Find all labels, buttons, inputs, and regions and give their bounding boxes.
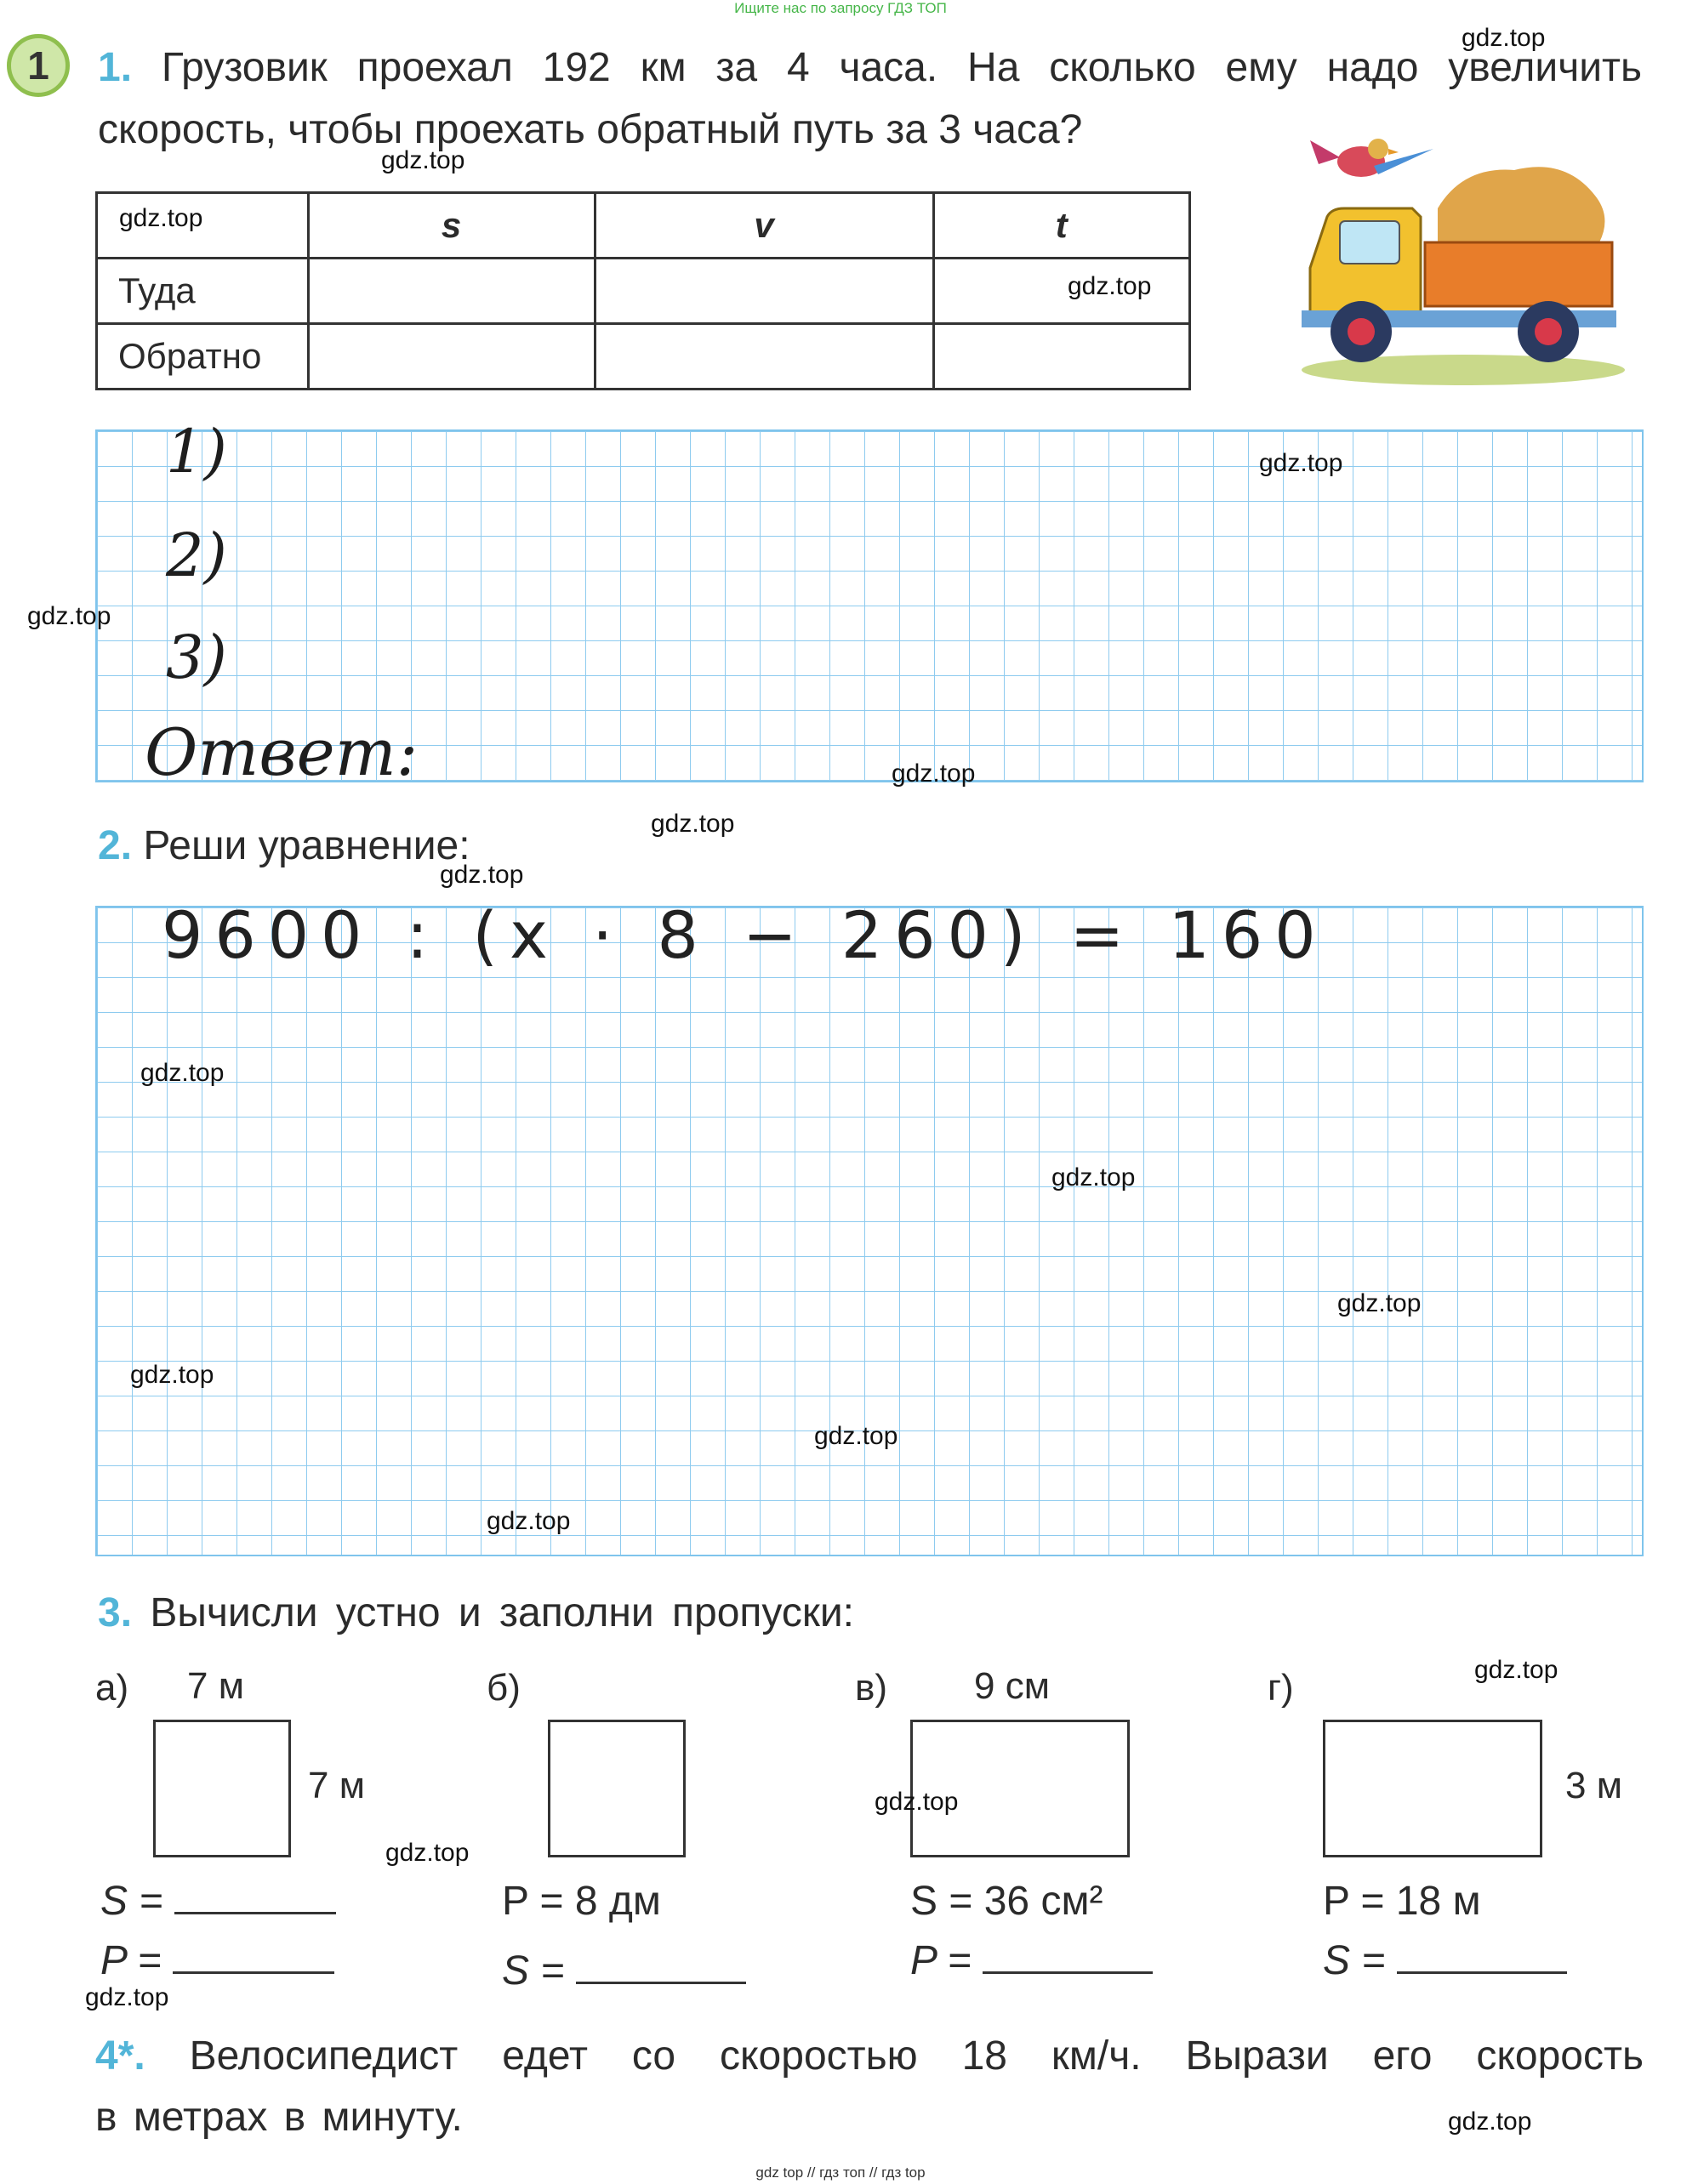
table-cell[interactable] (308, 324, 595, 390)
task3d-letter: г) (1268, 1667, 1294, 1709)
task2-text: Реши уравнение: (143, 823, 470, 868)
task3c-letter: в) (855, 1667, 888, 1709)
task1-text-line1: Грузовик проехал 192 км за 4 часа. На сколько ему надо увеличить (161, 45, 1643, 90)
table-row (97, 259, 1190, 324)
watermark: gdz.top (119, 204, 203, 232)
task3a-s-label: S = (100, 1879, 174, 1924)
task3b-square (548, 1720, 686, 1857)
task3d-formula-s (1323, 1937, 1567, 1984)
watermark: gdz.top (385, 1839, 470, 1867)
table-cell[interactable] (933, 324, 1189, 390)
watermark: gdz.top (1051, 1163, 1136, 1192)
task3d-s-blank[interactable] (1397, 1937, 1567, 1974)
step-1: 1) (166, 417, 227, 486)
task4-number: 4*. (95, 2033, 145, 2079)
task3a-top-side: 7 м (187, 1665, 244, 1707)
watermark: gdz.top (651, 810, 735, 838)
task1-number: 1. (98, 45, 133, 90)
task3c-p-label: P = (910, 1938, 983, 1983)
watermark: gdz.top (85, 1983, 169, 2011)
task3c-formula-s: S = 36 см² (910, 1879, 1103, 1924)
task3a-p-blank[interactable] (173, 1937, 334, 1974)
task3b-letter: б) (487, 1667, 521, 1709)
table-cell[interactable] (595, 259, 933, 324)
task3b-formula-s (502, 1948, 746, 1994)
bird-icon (1310, 139, 1433, 177)
watermark: gdz.top (130, 1361, 214, 1389)
step-3: 3) (166, 623, 227, 692)
watermark: gdz.top (1337, 1289, 1422, 1317)
table-row-label-back: Обратно (97, 324, 309, 390)
task3b-s-blank[interactable] (576, 1948, 746, 1984)
task3c-formula-p (910, 1937, 1153, 1984)
watermark: gdz.top (140, 1059, 225, 1087)
truck-illustration (1293, 115, 1642, 387)
task3d-right-side: 3 м (1565, 1765, 1622, 1806)
watermark: gdz.top (1474, 1656, 1558, 1684)
task3-text: Вычисли устно и заполни пропуски: (150, 1590, 854, 1635)
table-row-label-there: Туда (97, 259, 309, 324)
task3a-right-side: 7 м (308, 1765, 365, 1806)
task3d-formula-p: P = 18 м (1323, 1879, 1481, 1924)
task4-text-line1: Велосипедист едет со скоростью 18 км/ч. Вырази его скорость (189, 2033, 1644, 2079)
task3-heading (98, 1584, 854, 1643)
task4-text-line2: в метрах в минуту. (95, 2095, 463, 2140)
table-row (97, 324, 1190, 390)
table-header-v: v (595, 193, 933, 259)
watermark: gdz.top (381, 146, 465, 174)
table-header-t: t (933, 193, 1189, 259)
task3c-top-side: 9 см (974, 1665, 1050, 1707)
task3a-formula-p (100, 1937, 334, 1984)
task3-number: 3. (98, 1590, 133, 1635)
watermark: gdz.top (1068, 272, 1152, 300)
watermark: gdz.top (1448, 2107, 1532, 2136)
task1-table (95, 191, 1191, 390)
task3a-s-blank[interactable] (174, 1878, 336, 1914)
task4-line1 (95, 2027, 1644, 2086)
watermark: gdz.top (440, 861, 524, 889)
task3a-formula-s (100, 1878, 336, 1925)
top-banner: Ищите нас по запросу ГДЗ ТОП (734, 0, 947, 16)
watermark: gdz.top (892, 759, 976, 788)
page-number-badge: 1 (7, 34, 70, 97)
task3d-s-label: S = (1323, 1938, 1397, 1983)
table-header-row (97, 193, 1190, 259)
task3b-s-label: S = (502, 1948, 576, 1993)
task2-number: 2. (98, 823, 133, 868)
table-header-s: s (308, 193, 595, 259)
task2-heading (98, 816, 470, 876)
answer-label: Ответ: (145, 714, 419, 790)
task3a-letter: а) (95, 1667, 129, 1709)
task2-work-grid[interactable] (95, 906, 1644, 1556)
watermark: gdz.top (27, 602, 111, 630)
watermark: gdz.top (487, 1507, 571, 1535)
task1-line1 (98, 38, 1642, 98)
table-cell[interactable] (308, 259, 595, 324)
task1-text-line2: скорость, чтобы проехать обратный путь за 3 часа? (98, 107, 1083, 152)
equation: 9600 : (x · 8 − 260) = 160 (162, 897, 1328, 973)
task3c-p-blank[interactable] (983, 1937, 1153, 1974)
truck-bed (1425, 242, 1612, 306)
truck-window (1340, 221, 1399, 264)
task3d-rectangle (1323, 1720, 1542, 1857)
watermark: gdz.top (875, 1788, 959, 1816)
watermark: gdz.top (1259, 449, 1343, 477)
task3a-square (153, 1720, 291, 1857)
bottom-banner: gdz top // гдз топ // гдз top (755, 2164, 926, 2181)
table-cell[interactable] (595, 324, 933, 390)
task3a-p-label: P = (100, 1938, 173, 1983)
sand-pile (1438, 167, 1604, 242)
step-2: 2) (166, 520, 227, 590)
task3b-formula-p: P = 8 дм (502, 1879, 661, 1924)
watermark: gdz.top (814, 1422, 898, 1450)
watermark: gdz.top (1462, 24, 1546, 52)
